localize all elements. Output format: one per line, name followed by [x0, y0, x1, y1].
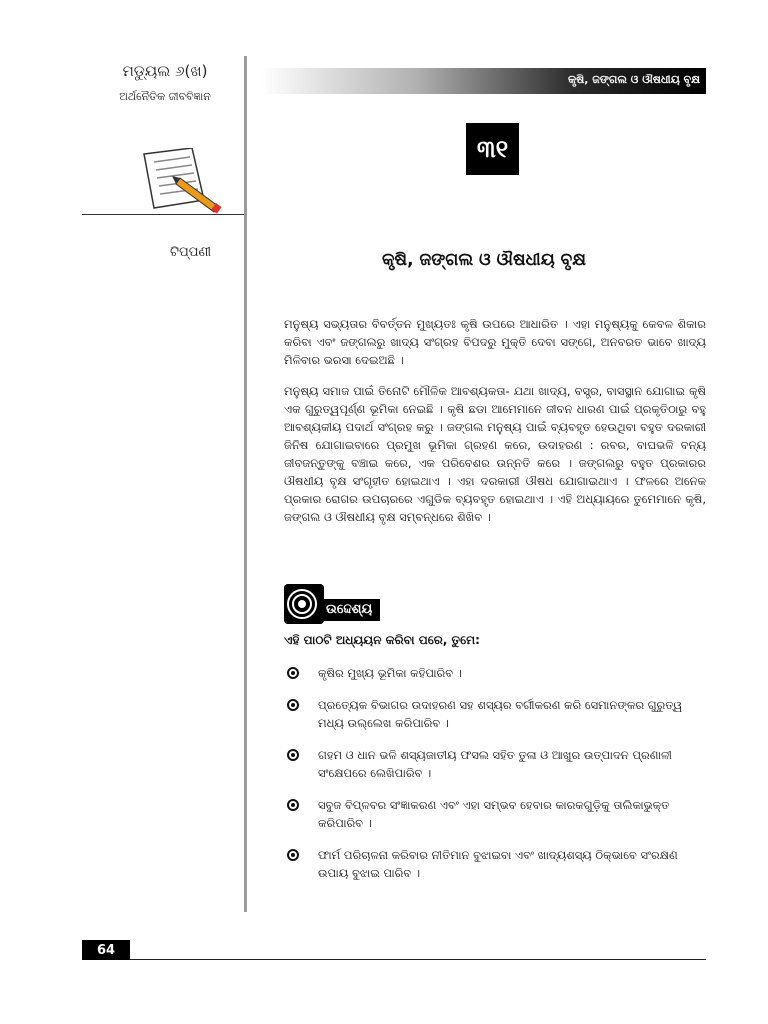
- bullet-icon: [287, 849, 299, 861]
- objective-text: ସବୁଜ ବିପ୍ଳବର ସଂଜ୍ଞାକରଣ ଏବଂ ଏହା ସମ୍ଭବ ହେବାର କାରକଗୁଡ଼ିକୁ ତାଲିକାଭୁକ୍ତ କରିପାରିବ ।: [318, 798, 670, 830]
- chapter-title: କୃଷି, ଜଙ୍ଗଲ ଓ ଔଷଧୀୟ ବୃକ୍ଷ: [381, 250, 587, 270]
- objectives-list: [284, 664, 706, 882]
- bullet-icon: [287, 799, 299, 811]
- objective-text: ପ୍ରତ୍ୟେକ ବିଭାଗର ଉଦାହରଣ ସହ ଶସ୍ୟର ବର୍ଗୀକରଣ କରି ସେମାନଙ୍କର ଗୁରୁତ୍ୱ ମଧ୍ୟ ଉଲ୍ଲେଖ କରିପାରିବ ।: [318, 698, 683, 730]
- module-title: ମଡ୍ୟୁଲ ୬(ଖ): [122, 62, 208, 80]
- objective-item: [284, 846, 706, 882]
- objective-item: [284, 746, 706, 782]
- objective-item: [284, 796, 706, 832]
- chapter-number: ୩୧: [466, 123, 519, 175]
- vertical-divider: [244, 56, 247, 912]
- running-header: [262, 68, 706, 94]
- footer-rule: [130, 959, 706, 960]
- objectives-lead: ଏହି ପାଠଟି ଅଧ୍ୟୟନ କରିବା ପରେ, ତୁମେ:: [284, 633, 480, 647]
- running-header-title: କୃଷି, ଜଙ୍ଗଲ ଓ ଔଷଧୀୟ ବୃକ୍ଷ: [567, 73, 700, 86]
- objective-text: ଗହମ ଓ ଧାନ ଭଳି ଶସ୍ୟଜାତୀୟ ଫସଲ ସହିତ ତୁଳା ଓ ଆଖୁର ଉତ୍ପାଦନ ପ୍ରଣାଳୀ ସଂକ୍ଷେପରେ ଲେଖିପାରିବ ।: [318, 748, 672, 780]
- bullet-icon: [287, 667, 299, 679]
- bullet-icon: [287, 749, 299, 761]
- intro-paragraph-2: ମନୁଷ୍ୟ ସମାଜ ପାଇଁ ତିନୋଟି ମୌଳିକ ଆବଶ୍ୟକତା- ଯଥା ଖାଦ୍ୟ, ବସ୍ତ୍ର, ବାସସ୍ଥାନ ଯୋଗାଇ କୃଷି ଏକ ଗୁରୁତ୍ୱପୂର୍ଣ୍ଣ ଭୂମିକା ନେଇଛି । କୃଷି ଛଡା ଆମେମାନେ ଜୀବନ ଧାରଣ ପାଇଁ ପ୍ରକୃତିଠାରୁ ବହୁ ଆବଶ୍ୟକୀୟ ପଦାର୍ଥ ସଂଗ୍ରହ କରୁ । ଜଙ୍ଗଲ ମନୁଷ୍ୟ ପାଇଁ ବ୍ୟବହୃତ ହେଉଥିବା ବହୁତ ଦରକାରୀ ଜିନିଷ ଯୋଗାଇବାରେ ପ୍ରମୁଖ ଭୂମିକା ଗ୍ରହଣ କରେ, ଉଦାହରଣ : ରବର, ବାଘଭଳି ବନ୍ୟ ଜୀବଜନ୍ତୁଙ୍କୁ ବଞ୍ଚାଇ କରେ, ଏକ ପରିବେଶର ଉନ୍ନତି କରେ । ଜଙ୍ଗଲରୁ ବହୁତ ପ୍ରକାରର ଔଷଧୀୟ ବୃକ୍ଷ ସଂଗୃହୀତ ହୋଇଥାଏ । ଏହା ଦରକାରୀ ଔଷଧ ଯୋଗାଇଥାଏ । ଫଳରେ ଅନେକ ପ୍ରକାର ରୋଗର ଉପଚାରରେ ଏଗୁଡିକ ବ୍ୟବହୃତ ହୋଇଥାଏ । ଏହି ଅଧ୍ୟାୟରେ ତୁମେମାନେ କୃଷି, ଜଙ୍ଗଲ ଓ ଔଷଧୀୟ ବୃକ୍ଷ ସମ୍ବନ୍ଧରେ ଶିଖିବ ।: [284, 384, 706, 524]
- notes-label: ଟିପ୍ପଣୀ: [170, 245, 212, 260]
- objective-item: [284, 664, 706, 682]
- intro-paragraph-1: ମନୁଷ୍ୟ ସଭ୍ୟତାର ବିବର୍ତ୍ତନ ମୁଖ୍ୟତଃ କୃଷି ଉପରେ ଆଧାରିତ । ଏହା ମନୁଷ୍ୟକୁ କେବଳ ଶିକାର କରିବା ଏବଂ ଜଙ୍ଗଲରୁ ଖାଦ୍ୟ ସଂଗ୍ରହ ବିପଦରୁ ମୁକ୍ତି ଦେବା ସଙ୍ଗେ, ଅନବରତ ଭାବେ ଖାଦ୍ୟ ମିଳିବାର ଭରସା ଦେଇଅଛି ।: [284, 317, 706, 367]
- objectives-heading: ଉଦ୍ଦେଶ୍ୟ: [318, 599, 380, 621]
- page-number: 64: [82, 940, 130, 960]
- notes-rule: [82, 214, 247, 215]
- bullet-icon: [287, 699, 299, 711]
- objective-item: [284, 696, 706, 732]
- module-subtitle: ଅର୍ଥନୈତିକ ଜୀବବିଜ୍ଞାନ: [119, 90, 211, 103]
- objective-text: କୃଷିର ମୁଖ୍ୟ ଭୂମିକା କହିପାରିବ ।: [318, 666, 462, 680]
- objective-text: ଫାର୍ମ ପରିଚାଳନା କରିବାର ନୀତିମାନ ବୁଝାଇବା ଏବଂ ଖାଦ୍ୟଶସ୍ୟ ଠିକ୍‌ଭାବେ ସଂରକ୍ଷଣ ଉପାୟ ବୁଝାଇ ପାରିବ ।: [318, 848, 678, 880]
- notes-paper-pencil-icon: [130, 148, 230, 220]
